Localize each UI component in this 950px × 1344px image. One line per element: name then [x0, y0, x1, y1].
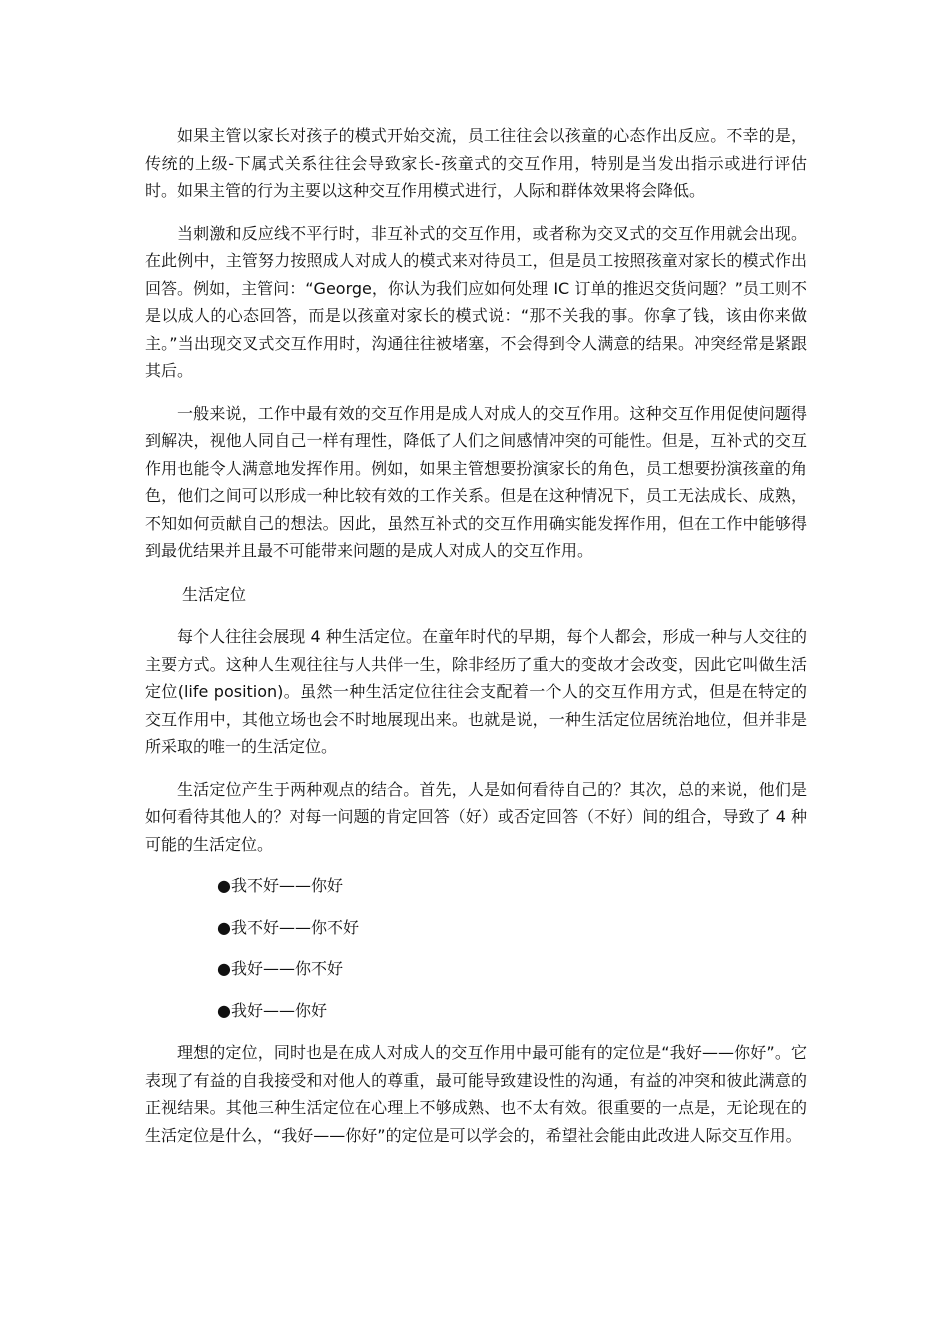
- paragraph-crossed-transaction: 当刺激和反应线不平行时，非互补式的交互作用，或者称为交叉式的交互作用就会出现。在此例中，主管努力按照成人对成人的模式来对待员工，但是员工按照孩童对家长的模式作出回答。例如，主管问：“George，你认为我们应如何处理 IC 订单的推迟交货问题？”员工则不是以成人的心态回答，而是以孩童对家长的模式说：“那不关我的事。你拿了钱，该由你来做主。”当出现交叉式交互作用时，沟通往往被堵塞，不会得到令人满意的结果。冲突经常是紧跟其后。: [145, 223, 807, 380]
- list-item: [145, 914, 807, 942]
- list-item-text: 我好——你好: [231, 1000, 328, 1020]
- list-item: [145, 955, 807, 983]
- paragraph-life-position-intro: 每个人往往会展现 4 种生活定位。在童年时代的早期，每个人都会，形成一种与人交往的主要方式。这种人生观往往与人共伴一生，除非经历了重大的变故才会改变，因此它叫做生活定位(life position)。虽然一种生活定位往往会支配着一个人的交互作用方式，但是在特定的交互作用中，其他立场也会不时地展现出来。也就是说，一种生活定位居统治地位，但并非是所采取的唯一的生活定位。: [145, 627, 807, 756]
- life-position-list: [145, 872, 807, 1024]
- paragraph-parent-child: 如果主管以家长对孩子的模式开始交流，员工往往会以孩童的心态作出反应。不幸的是，传统的上级-下属式关系往往会导致家长-孩童式的交互作用，特别是当发出指示或进行评估时。如果主管的行为主要以这种交互作用模式进行，人际和群体效果将会降低。: [145, 126, 807, 200]
- bullet-icon: ●: [217, 876, 231, 895]
- list-item-text: 我不好——你不好: [231, 917, 360, 937]
- bullet-icon: ●: [217, 1000, 231, 1020]
- section-heading: 生活定位: [182, 584, 247, 604]
- list-item: [145, 997, 807, 1025]
- document-body: [145, 122, 807, 1149]
- bullet-icon: ●: [217, 917, 231, 937]
- paragraph-adult-adult: 一般来说，工作中最有效的交互作用是成人对成人的交互作用。这种交互作用促使问题得到解决，视他人同自己一样有理性，降低了人们之间感情冲突的可能性。但是，互补式的交互作用也能令人满意地发挥作用。例如，如果主管想要扮演家长的角色，员工想要扮演孩童的角色，他们之间可以形成一种比较有效的工作关系。但是在这种情况下，员工无法成长、成熟，不知如何贡献自己的想法。因此，虽然互补式的交互作用确实能发挥作用，但在工作中能够得到最优结果并且最不可能带来问题的是成人对成人的交互作用。: [145, 403, 807, 560]
- bullet-icon: ●: [217, 959, 231, 978]
- list-item-text: 我好——你不好: [231, 959, 344, 978]
- list-item-text: 我不好——你好: [231, 876, 344, 895]
- list-item: [145, 872, 807, 900]
- paragraph-ideal-position: 理想的定位，同时也是在成人对成人的交互作用中最可能有的定位是“我好——你好”。它表现了有益的自我接受和对他人的尊重，最可能导致建设性的沟通，有益的冲突和彼此满意的正视结果。其他三种生活定位在心理上不够成熟、也不太有效。很重要的一点是，无论现在的生活定位是什么，“我好——你好”的定位是可以学会的，希望社会能由此改进人际交互作用。: [145, 1043, 807, 1145]
- paragraph-life-position-origin: 生活定位产生于两种观点的结合。首先，人是如何看待自己的？其次，总的来说，他们是如何看待其他人的？对每一问题的肯定回答（好）或否定回答（不好）间的组合，导致了 4 种可能的生活定位。: [145, 779, 807, 854]
